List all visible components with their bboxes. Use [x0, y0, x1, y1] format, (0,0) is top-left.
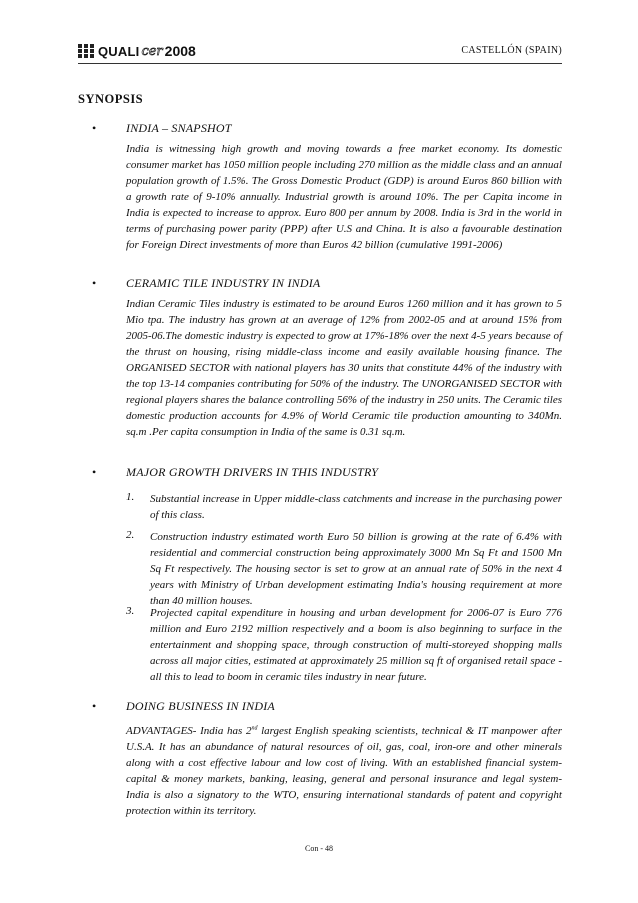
paragraph-text-rest: largest English speaking scientists, technical & IT manpower after U.S.A. It has an abundance of natural resources of oil, gas, coal, iron-ore and other minerals along with a cost effective labour and low cost of living. With an established financial system-capital & money markets, banking, leasing, general and personal insurance and legal system- India is also a signatory to the WTO, ensuring international standards of patent and copyright protection within its territory.	[126, 725, 562, 817]
list-item-number: 3.	[126, 605, 135, 617]
header-location: CASTELLÓN (SPAIN)	[461, 45, 562, 56]
bullet-icon: •	[92, 465, 97, 479]
list-item-number: 2.	[126, 529, 135, 541]
bullet-icon: •	[92, 276, 97, 290]
superscript: nd	[251, 725, 258, 732]
page-header	[78, 42, 562, 60]
list-item-number: 1.	[126, 491, 135, 503]
section-paragraph: India is witnessing high growth and moving towards a free market economy. Its domestic consumer market has 1050 million people including 270 million as the middle class and an annual population growth of 1.5%. The Gross Domestic Product (GDP) is around Euros 860 billion with a growth rate of 9-10% annually. Industrial growth is around 10%. The per Capita income in India is expected to increase to approx. Euro 800 per annum by 2008. India is 3rd in the world in terms of purchasing power parity (PPP) after U.S and China. It is also a favourable destination for Foreign Direct investments of more than Euros 42 billion (cumulative 1991-2006)	[126, 143, 562, 251]
section-paragraph	[126, 723, 562, 819]
section-heading: INDIA – SNAPSHOT	[126, 121, 232, 135]
logo-brand: QUALI	[98, 43, 140, 59]
bullet-icon: •	[92, 121, 97, 135]
page-title: SYNOPSIS	[78, 92, 144, 106]
section-heading: CERAMIC TILE INDUSTRY IN INDIA	[126, 276, 321, 290]
page-number: Con - 48	[305, 844, 333, 853]
section-heading: DOING BUSINESS IN INDIA	[126, 699, 275, 713]
paragraph-text-start: ADVANTAGES- India has 2	[126, 725, 252, 737]
logo-year: 2008	[164, 43, 196, 59]
section-paragraph: Indian Ceramic Tiles industry is estimated to be around Euros 1260 million and it has grown to 5 Mio tpa. The industry has grown at an average of 12% from 2002-05 and at around 15% from 2005-06.The domestic industry is expected to grow at 17%-18% over the next 4-5 years because of the thrust on housing, rising middle-class income and easily available housing finance. The ORGANISED SECTOR with national players has 30 units that constitute 44% of the industry with the top 13-14 companies contributing for 50% of the industry. The UNORGANISED SECTOR with regional players shares the balance controlling 56% of the industry in 250 units. The Ceramic tiles domestic production accounts for 4.9% of World Ceramic tile production amounting to 340Mn. sq.m .Per capita consumption in India of the same is 0.31 sq.m.	[126, 298, 562, 438]
list-item-text: Construction industry estimated worth Euro 50 billion is growing at the rate of 6.4% with residential and commercial construction being approximately 3000 Mn Sq Ft and 1500 Mn Sq Ft respectively. The housing sector is set to grow at an annual rate of 50% in the next 4 years with Ministry of Urban development estimating India's housing requirement at more than 40 million houses.	[150, 531, 562, 607]
list-item-text: Projected capital expenditure in housing and urban development for 2006-07 is Euro 776 million and Euro 2192 million respectively and a boom is also beginning to surface in the entertainment and shopping space, through construction of multi-storeyed shopping malls across all major cities, estimated at approximately 25 million sq ft of organised retail space - all this to lead to boom in ceramic tiles industry in near future.	[150, 607, 562, 683]
list-item-text: Substantial increase in Upper middle-class catchments and increase in the purchasing power of this class.	[150, 493, 562, 521]
section-heading: MAJOR GROWTH DRIVERS IN THIS INDUSTRY	[126, 465, 379, 479]
bullet-icon: •	[92, 699, 97, 713]
header-divider	[78, 63, 562, 64]
logo-script: cer	[141, 43, 163, 59]
qualicer-logo-icon	[78, 44, 94, 58]
qualicer-logo	[78, 42, 196, 60]
